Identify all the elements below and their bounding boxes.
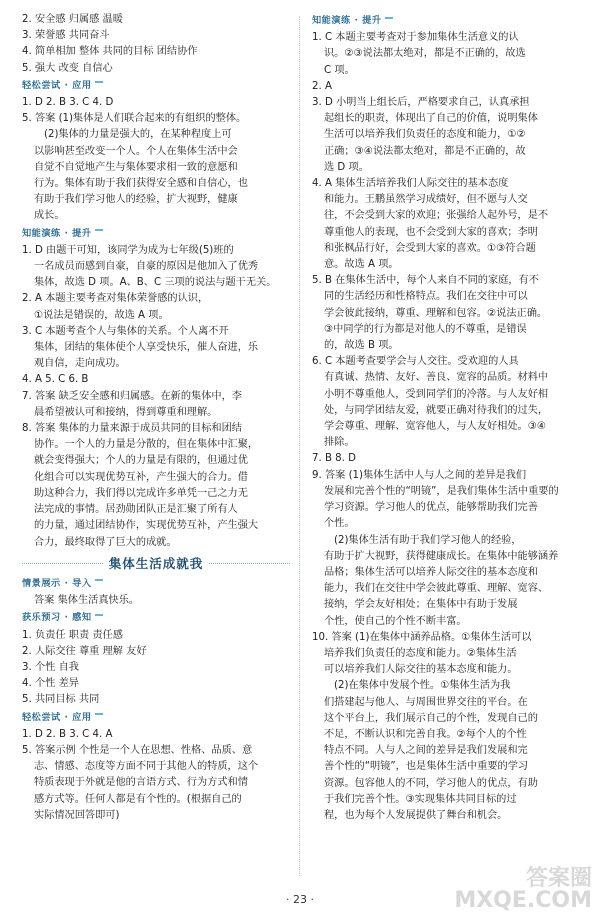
answer-line: 往，不会受到大家的欢迎；张强给人起外号，是不 <box>324 210 549 222</box>
answer-line: 5. B 在集体生活中，每个人来自不同的家庭，有不 <box>312 275 539 287</box>
answer-line: 一名成员而感到自豪，自豪的原因是他加入了优秀 <box>34 261 259 273</box>
answer-line: 起组长的职责，体现出了自己的价值，说明集体 <box>324 113 538 125</box>
answer-line: 个性，使自己的个性不断丰富。 <box>324 615 467 627</box>
section-label-row <box>22 609 290 627</box>
answer-line: 这个平台上，我们展示自己的个性，发现自己的 <box>324 712 538 724</box>
answer-line: (2)集体的力量是强大的，在某种程度上可 <box>44 129 232 141</box>
answer-line: (2)在集体中发展个性。①集体生活为我 <box>334 680 511 692</box>
answer-line: 化组合可以实现优势互补，产生强大的合力。借 <box>34 471 248 483</box>
answer-line: 合力，最终取得了巨大的成就。 <box>34 536 177 548</box>
answer-line: 4. 个性 差异 <box>22 678 79 690</box>
answer-line: 9. 答案 (1)集体生活中人与人之间的差异是我们 <box>312 469 527 481</box>
answer-line: 品格；集体生活可以培养人际交往的基本态度和 <box>324 566 538 578</box>
answer-line: 协作。一个人的力量是分散的，但在集体中汇聚， <box>34 439 259 451</box>
answer-line: 们搭建起与他人、与周围世界交往的平台。在 <box>324 696 528 708</box>
answer-line: 排除。 <box>324 437 355 449</box>
answer-line: 处，与同学团结友爱，就要正确对待我们的过失， <box>324 404 549 416</box>
answer-line: 善个性的“明镜”，也是集体生活中重要的学习 <box>324 761 529 773</box>
answer-line: 自觉不自觉地产生与集体要求相一致的意愿和 <box>34 161 238 173</box>
answer-line: 培养我们负责任的态度和能力。②集体生活 <box>324 647 517 659</box>
answer-line: 能力，我们在交往中学会彼此尊重、理解、宽容、 <box>324 583 549 595</box>
answer-line: 1. 负责任 职责 责任感 <box>22 629 123 641</box>
answer-line: 以影响甚至改变一个人。个人在集体生活中会 <box>34 145 238 157</box>
answer-line: 有助于扩大视野，获得健康成长。在集体中能够涵养 <box>324 550 559 562</box>
answer-line: 晨希望被认可和接纳，得到尊重和理解。 <box>34 406 218 418</box>
answer-line: 7. 答案 缺乏安全感和归属感。在新的集体中，李 <box>22 390 242 402</box>
answer-line: 意。故选 A 项。 <box>324 259 399 271</box>
answer-line: 10. 答案 (1)在集体中涵养品格。①集体生活可以 <box>312 631 532 643</box>
answer-line: 3. D 小明当上组长后，严格要求自己，认真承担 <box>312 97 530 109</box>
section-label: 获乐预习 · 感知 <box>22 610 103 626</box>
answer-line: 的，故选 B 项。 <box>324 340 399 352</box>
answer-line: 有真诚、热情、友好、善良、宽容的品质。材料中 <box>324 372 549 384</box>
answer-line: 1. D 由题干可知，该同学为成为七年级(5)班的 <box>22 244 234 256</box>
answer-line: 正确；③④说法都太绝对，都是不正确的，故 <box>324 145 526 157</box>
answer-line: 可以培养我们人际交往的基本态度和能力。 <box>324 664 518 676</box>
answer-line: 特质表现于外就是他的言语方式、行为方式和情 <box>34 777 248 789</box>
answer-line: ③中同学的行为都是对他人的不尊重，是错误 <box>324 323 527 335</box>
answer-line: 小明不尊重他人，受到同学们的冷落。与人友好相 <box>324 388 549 400</box>
answer-line: 5. 答案 (1)集体是人们联合起来的有组织的整体。 <box>22 113 247 125</box>
left-column <box>22 12 290 824</box>
answer-line: 1. D 2. B 3. C 4. A <box>22 728 113 740</box>
answer-line: 接纳，学会友好相处；在集体中有助于发展 <box>324 599 518 611</box>
answer-line: 集体，故选 D 项。A、B、C 三项的说法与题干无关。 <box>34 277 277 289</box>
answer-line: 学会彼此接纳，尊重、理解和包容。②说法正确。 <box>324 307 548 319</box>
answer-line: 观自信，走向成功。 <box>34 358 126 370</box>
answer-line: 于我们完善个性。③实现集体共同目标的过 <box>324 793 517 805</box>
answer-line: 特点不同。人与人之间的差异是我们发展和完 <box>324 745 528 757</box>
section-label-row <box>22 225 290 243</box>
answer-line: 程，也为每个人发展提供了舞台和机会。 <box>324 809 508 821</box>
column-divider <box>299 16 300 876</box>
right-column <box>312 12 582 824</box>
page-number: · 23 · <box>286 893 314 906</box>
answer-line: 志、情感、态度等方面不同于其他人的特质，这个 <box>34 761 259 773</box>
watermark: 答案圈 MXQE.COM <box>454 866 592 913</box>
section-label-row <box>22 575 290 593</box>
answer-line: 同的生活经历和性格特点。我们在交往中可以 <box>324 291 528 303</box>
section-title: 集体生活成就我 <box>22 556 290 572</box>
answer-line: 学习资源。学习他人的优点，能够帮助我们完善 <box>324 502 538 514</box>
answer-line: 资源。包容他人的不同，学习他人的优点，有助 <box>324 777 538 789</box>
answer-line: 4. 简单相加 整体 共同的目标 团结协作 <box>22 46 198 58</box>
answer-line: 2. A <box>312 80 332 92</box>
answer-line: C 项。 <box>324 64 355 76</box>
answer-line: 不足，不断认识和完善自我。②每个人的个性 <box>324 728 527 740</box>
answer-line: ①说法是错误的，故选 A 项。 <box>34 309 169 321</box>
answer-line: 8. 答案 集体的力量来源于成员共同的目标和团结 <box>22 423 242 435</box>
answer-line: 3. C 本题考查个人与集体的关系。个人离不开 <box>22 325 229 337</box>
answer-line: (2)集体生活有助于我们学习他人的经验， <box>334 534 522 546</box>
answer-line: 5. 强大 改变 自信心 <box>22 62 113 74</box>
section-label: 轻松尝试 · 应用 <box>22 710 103 726</box>
answer-line: 4. A 集体生活培养我们人际交往的基本态度 <box>312 178 509 190</box>
answer-line: 2. 人际交往 尊重 理解 友好 <box>22 645 147 657</box>
answer-line: 和张枫品行好，会受到大家的喜欢。①③符合题 <box>324 242 536 254</box>
answer-line: 尊重他人的表现，也不会受到大家的喜欢；李明 <box>324 226 538 238</box>
answer-line: 7. B 8. D <box>312 453 356 465</box>
answer-line: 1. D 2. B 3. C 4. D <box>22 97 114 109</box>
answer-line: 行为。集体有助于我们获得安全感和自信心，也 <box>34 178 248 190</box>
answer-line: 生活可以培养我们负责任的态度和能力，①② <box>324 129 526 141</box>
answer-line: 选 D 项。 <box>324 161 369 173</box>
section-label: 知能演练 · 提升 <box>22 226 103 242</box>
answer-line: 2. A 本题主要考查对集体荣誉感的认识， <box>22 293 209 305</box>
answer-line: 助这种合力，我们得以完成许多单凭一己之力无 <box>34 487 248 499</box>
answer-line: 和能力。王鹏虽然学习成绩好，但不愿与人交 <box>324 194 528 206</box>
answer-line: 3. 荣誉感 共同奋斗 <box>22 30 110 42</box>
answer-line: 个性。 <box>324 518 355 530</box>
answer-line: 4. A 5. C 6. B <box>22 374 89 386</box>
answer-line: 有助于我们学习他人的经验，扩大视野，健康 <box>34 194 238 206</box>
answer-line: 识。②③说法都太绝对，都是不正确的，故选 <box>324 48 526 60</box>
section-label-row <box>22 709 290 727</box>
answer-line: 5. 答案示例 个性是一个人在思想、性格、品质、意 <box>22 744 253 756</box>
answer-line: 感方式等。任何人都是有个性的。(根据自己的 <box>34 793 242 805</box>
section-label: 轻松尝试 · 应用 <box>22 78 103 94</box>
section-label-row <box>22 77 290 95</box>
answer-line: 6. C 本题考查要学会与人交往。受欢迎的人具 <box>312 356 519 368</box>
section-label: 情景展示 · 导入 <box>22 576 103 592</box>
answer-line: 3. 个性 自我 <box>22 661 79 673</box>
answer-line: 发展和完善个性的“明镜”，是我们集体生活中重要的 <box>324 485 559 497</box>
answer-line: 答案 集体生活真快乐。 <box>34 595 140 607</box>
answer-line: 5. 共同目标 共同 <box>22 694 100 706</box>
answer-line: 2. 安全感 归属感 温暖 <box>22 14 123 25</box>
answer-line: 实际情况回答即可) <box>34 809 120 821</box>
answer-line: 集体，团结的集体使个人享受快乐，催人奋进，乐 <box>34 342 259 354</box>
answer-line: 学会尊重、理解、宽容他人，与人友好相处。③④ <box>324 421 547 433</box>
section-label-row <box>312 12 582 30</box>
answer-line: 法完成的事情。居劲勋团队正是汇聚了所有人 <box>34 504 238 516</box>
answer-line: 就会变得强大；个人的力量是有限的，但通过优 <box>34 455 248 467</box>
answer-line: 成长。 <box>34 210 65 222</box>
section-label: 知能演练 · 提升 <box>312 13 393 29</box>
answer-line: 1. C 本题主要考查对于参加集体生活意义的认 <box>312 32 519 44</box>
answer-line: 的力量，通过团结协作，实现优势互补，产生强大 <box>34 520 259 532</box>
